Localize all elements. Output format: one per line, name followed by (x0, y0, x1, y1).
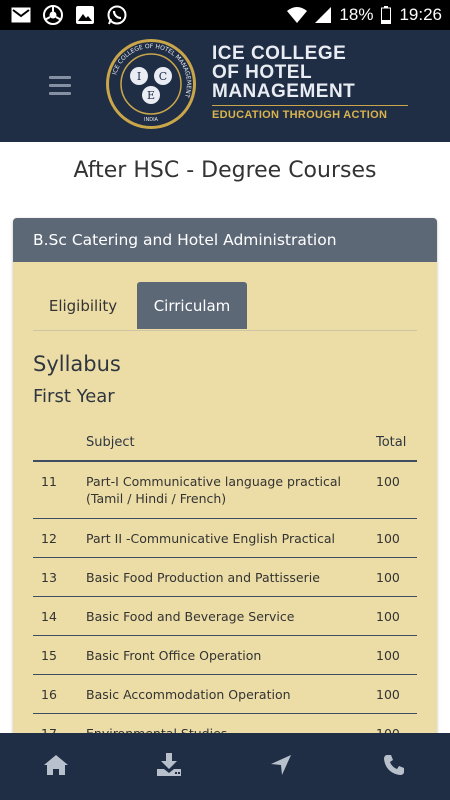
table-row (33, 519, 417, 558)
row-subject: Basic Food and Beverage Service (85, 597, 375, 636)
battery-percent: 18% (339, 5, 374, 24)
row-number: 11 (33, 461, 85, 519)
brand-line-2: OF HOTEL (212, 62, 313, 83)
clock: 19:26 (399, 5, 442, 24)
logo-letter-i: I (136, 70, 142, 83)
row-subject: Basic Accommodation Operation (85, 675, 375, 714)
brand-divider (212, 105, 408, 106)
tab-curriculum[interactable]: Cirriculam (137, 282, 247, 329)
nav-download[interactable] (113, 733, 226, 800)
logo-country: INDIA (144, 117, 158, 123)
bottom-nav (0, 733, 450, 800)
status-bar (0, 0, 450, 30)
home-icon (43, 754, 69, 780)
brand-line-3: MANAGEMENT (212, 81, 356, 102)
gallery-icon (74, 4, 96, 26)
table-row (33, 597, 417, 636)
table-header-row (33, 424, 417, 461)
row-total: 100 (375, 675, 417, 714)
row-total: 100 (375, 558, 417, 597)
nav-phone[interactable] (338, 733, 450, 800)
course-title[interactable]: B.Sc Catering and Hotel Administration (13, 218, 437, 262)
row-subject: Part II -Communicative English Practical (85, 519, 375, 558)
section-title: Syllabus (33, 352, 121, 376)
whatsapp-icon (106, 4, 128, 26)
table-row (33, 636, 417, 675)
download-icon (156, 753, 182, 781)
logo-letter-c: C (158, 70, 168, 83)
nav-home[interactable] (0, 733, 113, 800)
row-subject: Part-I Communicative language practical (Tamil / Hindi / French) (85, 461, 375, 519)
phone-icon (383, 754, 405, 780)
gmail-icon (10, 4, 32, 26)
wifi-icon (287, 7, 307, 23)
brand-tagline: EDUCATION THROUGH ACTION (212, 109, 388, 121)
row-number: 12 (33, 519, 85, 558)
row-total: 100 (375, 636, 417, 675)
signal-icon (315, 7, 331, 23)
table-row (33, 461, 417, 519)
row-total: 100 (375, 461, 417, 519)
page-title: After HSC - Degree Courses (73, 158, 377, 183)
app-header (0, 30, 450, 142)
logo-letter-e: E (146, 89, 156, 102)
location-icon (270, 754, 292, 780)
course-card (13, 218, 437, 758)
brand-line-1: ICE COLLEGE (212, 43, 347, 64)
subsection-title: First Year (33, 386, 115, 407)
column-header-subject: Subject (85, 424, 375, 461)
table-row (33, 675, 417, 714)
table-row (33, 558, 417, 597)
logo-ring-text: ICE COLLEGE OF HOTEL MANAGEMENT (111, 42, 193, 99)
row-number: 13 (33, 558, 85, 597)
column-header-number (33, 424, 85, 461)
row-total: 100 (375, 597, 417, 636)
column-header-total: Total (375, 424, 417, 461)
row-total: 100 (375, 519, 417, 558)
college-logo[interactable] (105, 38, 197, 130)
row-number: 14 (33, 597, 85, 636)
battery-icon (381, 6, 391, 24)
brand-block (212, 44, 408, 121)
row-number: 15 (33, 636, 85, 675)
syllabus-table (33, 424, 417, 753)
row-subject: Basic Front Office Operation (85, 636, 375, 675)
row-number: 16 (33, 675, 85, 714)
tab-eligibility[interactable]: Eligibility (48, 296, 118, 315)
row-subject: Basic Food Production and Pattisserie (85, 558, 375, 597)
tab-bar (33, 282, 417, 331)
nav-location[interactable] (225, 733, 338, 800)
chrome-icon (42, 4, 64, 26)
menu-icon[interactable] (49, 76, 71, 96)
